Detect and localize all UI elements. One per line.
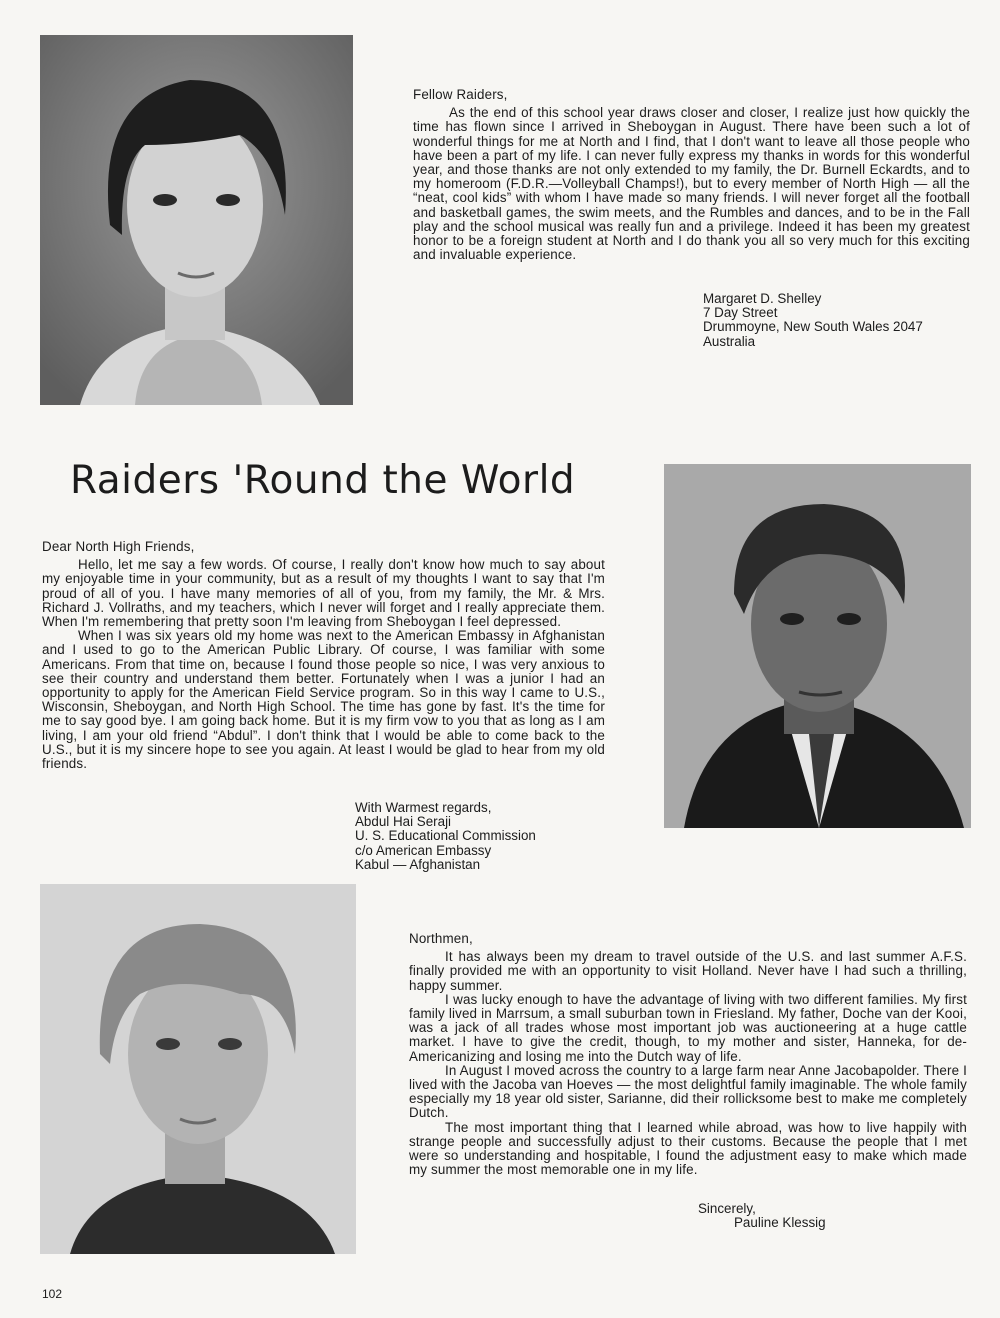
page-title: Raiders 'Round the World <box>70 458 576 503</box>
letter-seraji <box>42 540 605 771</box>
signature-line: 7 Day Street <box>703 305 778 321</box>
signature-shelley <box>703 292 923 349</box>
signature-line: Abdul Hai Seraji <box>355 814 452 830</box>
signature-line: With Warmest regards, <box>355 800 492 815</box>
letter-klessig <box>409 932 967 1177</box>
salutation: Dear North High Friends, <box>42 539 195 554</box>
signature-line: Pauline Klessig <box>734 1215 826 1231</box>
letter-paragraph: Hello, let me say a few words. Of course, I really don't know how much to say about my enjoyable time in your community, but as a result of my thoughts I want to say that I'm proud of all of you. I have many memories of all of you, from my family, the Mr. & Mrs. Richard J. Vollraths, and my teachers, which I never will forget and I really appreciate them. When I'm remembering that pretty soon I'm leaving from Sheboygan I feel depressed. <box>42 557 605 630</box>
signature-seraji <box>355 801 536 872</box>
letter-paragraph: As the end of this school year draws closer and closer, I realize just how quickly the time has flown since I arrived in Sheboygan in August. There have been such a lot of wonderful things for me at North and I find, that I don't want to leave all those people who have been a part of my life. I can never fully express my thanks in words for this wonderful year, and those thanks are not only extended to my family, the Dr. Burnell Eckardts, and to my homeroom (F.D.R.—Volleyball Champs!), but to every member of North High — all the “neat, cool kids” with whom I have made so many friends. I will never forget all the football and basketball games, the swim meets, and the Rumbles and dances, and to be in the Fall play and the school musical was really fun and a privilege. Indeed it has been my greatest honor to be a foreign student at North and I do thank you all so very much for this exciting and invaluable experience. <box>413 105 970 263</box>
letter-shelley <box>413 88 970 262</box>
portrait-pauline-klessig <box>40 884 356 1254</box>
signature-line: Drummoyne, New South Wales 2047 <box>703 319 923 335</box>
letter-paragraph: When I was six years old my home was next to the American Embassy in Afghanistan and I used to go to the American Public Library. Of course, I was familiar with some Americans. From that time on, because I found those people so nice, I was very anxious to see their country and understand them better. Fortunately when I was a junior I had an opportunity to apply for the American Field Service program. So in this way I came to U.S., Wisconsin, Sheboygan, and North High School. The time has gone by fast. It's the time for me to say good bye. I am going back home. But it is my firm vow to you that as long as I am living, I am your old friend “Abdul”. I don't think that I would be able to come back to the U.S., but it is my sincere hope to see you again. At least I would be glad to hear from my old friends. <box>42 628 605 772</box>
signature-line: Kabul — Afghanistan <box>355 856 481 872</box>
signature-klessig <box>698 1202 826 1230</box>
signature-line: Australia <box>703 333 756 349</box>
portrait-abdul-seraji <box>664 464 971 828</box>
signature-line: Margaret D. Shelley <box>703 291 822 306</box>
signature-line: Sincerely, <box>698 1201 756 1216</box>
signature-line: U. S. Educational Commission <box>355 828 536 844</box>
portrait-margaret-shelley <box>40 35 353 405</box>
letter-paragraph: I was lucky enough to have the advantage of living with two different families. My first family lived in Marrsum, a small suburban town in Friesland. My father, Doche van der Kooi, was a jack of all trades whose most important job was auctioneering at a huge cattle market. I have to give the credit, though, to my mother and sister, Hanneka, for de-Americanizing and losing me into the Dutch way of life. <box>409 991 967 1064</box>
letter-paragraph: In August I moved across the country to a large farm near Anne Jacobapolder. There I lived with the Jacoba van Hoeves — the most delightful family imaginable. The whole family especially my 18 year old sister, Sarianne, did their rollicksome best to make me completely Dutch. <box>409 1062 967 1121</box>
letter-paragraph: It has always been my dream to travel outside of the U.S. and last summer A.F.S. finally provided me with an opportunity to visit Holland. Never have I had such a thrilling, happy summer. <box>409 949 967 993</box>
salutation: Northmen, <box>409 931 473 946</box>
salutation: Fellow Raiders, <box>413 87 508 102</box>
signature-line: c/o American Embassy <box>355 842 492 858</box>
letter-paragraph: The most important thing that I learned while abroad, was how to live happily with strange people and successfully adjust to their customs. Because the people that I met were so understanding and hospitable, I found the adjustment easy to make which made my summer the most memorable one in my life. <box>409 1119 967 1178</box>
page-number: 102 <box>42 1287 63 1301</box>
